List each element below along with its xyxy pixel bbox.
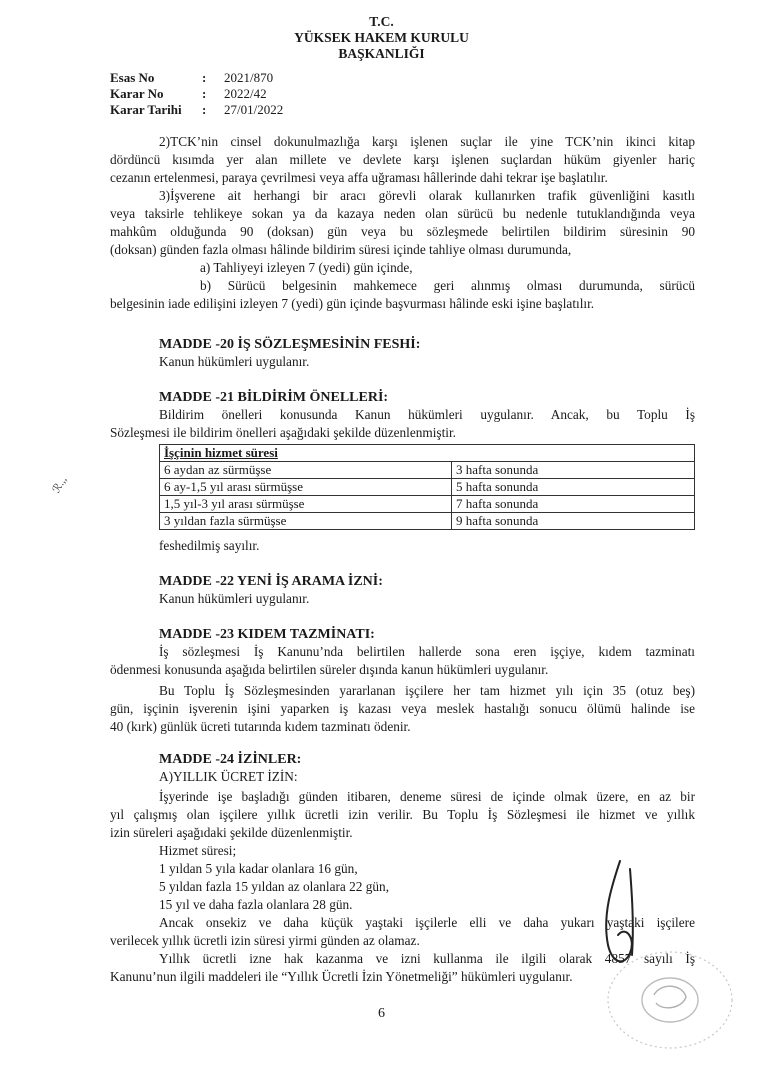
notice-cell: 3 hafta sonunda <box>452 462 695 479</box>
madde-24-heading: MADDE -24 İZİNLER: <box>159 752 302 767</box>
madde-24-line2: yıl çalışmış olan işçilere yıllık ücretli izin verilir. Bu Toplu İş Sözleşmesi ile hizmet ve yıllık <box>110 807 695 822</box>
header-tc: T.C. <box>369 14 394 29</box>
para3-item-a: a) Tahliyeyi izleyen 7 (yedi) gün içinde, <box>200 260 413 275</box>
notice-cell: 9 hafta sonunda <box>452 513 695 530</box>
case-meta <box>110 70 283 118</box>
page-number: 6 <box>378 1006 385 1021</box>
esas-label: Esas No <box>110 70 155 85</box>
para3-item-b-line1: b) Sürücü belgesinin mahkemece geri alınmış olması durumunda, sürücü <box>200 278 695 293</box>
madde-24-line6: 5 yıldan fazla 15 yıldan az olanlara 22 gün, <box>159 879 390 894</box>
madde-21-line1: Bildirim önelleri konusunda Kanun hükümleri uygulanır. Ancak, bu Toplu İş <box>159 407 695 422</box>
table-row <box>160 496 695 513</box>
header-presidency: BAŞKANLIĞI <box>338 46 425 61</box>
madde-23-line3: Bu Toplu İş Sözleşmesinden yararlanan işçilere her tam hizmet yılı için 35 (otuz beş) <box>159 683 695 698</box>
table-header-row <box>160 445 695 462</box>
period-cell: 6 aydan az sürmüşse <box>160 462 452 479</box>
para3-line2: veya taksirle tehlikeye sokan ya da kazaya neden olan sürücü bu nedenle tutuklandığında veya <box>110 206 695 221</box>
madde-23-line4: gün, işçinin işverenin işini yaparken iş kazası veya meslek hastalığı sonucu ölümü halinde ise <box>110 701 695 716</box>
madde-24-line10: Yıllık ücretli izne hak kazanma ve izni kullanma ile ilgili olarak 4857 sayılı İş <box>159 951 695 966</box>
esas-value: 2021/870 <box>224 70 274 85</box>
table-header-cell: İşçinin hizmet süresi <box>160 445 695 462</box>
karar-tarihi-label: Karar Tarihi <box>110 102 182 117</box>
karar-separator: : <box>202 86 207 101</box>
madde-21-line2: Sözleşmesi ile bildirim önelleri aşağıdaki şekilde düzenlenmiştir. <box>110 425 457 440</box>
table-row <box>160 462 695 479</box>
para3-item-b-line2: belgesinin iade edilişini izleyen 7 (yedi) gün içinde başvurması hâlinde eski işine başlatılır. <box>110 296 595 311</box>
madde-24-line4: Hizmet süresi; <box>159 843 237 858</box>
karar-value: 2022/42 <box>224 86 267 101</box>
madde-20-heading: MADDE -20 İŞ SÖZLEŞMESİNİN FESHİ: <box>159 337 421 352</box>
official-stamp <box>590 945 740 1055</box>
madde-20-text: Kanun hükümleri uygulanır. <box>159 354 310 369</box>
madde-22-heading: MADDE -22 YENİ İŞ ARAMA İZNİ: <box>159 574 383 589</box>
period-cell: 1,5 yıl-3 yıl arası sürmüşse <box>160 496 452 513</box>
header-institution: YÜKSEK HAKEM KURULU <box>294 30 469 45</box>
madde-23-heading: MADDE -23 KIDEM TAZMİNATI: <box>159 627 375 642</box>
madde-24-line7: 15 yıl ve daha fazla olanlara 28 gün. <box>159 897 353 912</box>
para3-line3: mahkûm olduğunda 90 (doksan) gün veya bu sözleşmede belirtilen bildirim süresinin 90 <box>110 224 695 239</box>
karar-label: Karar No <box>110 86 164 101</box>
madde-22-text: Kanun hükümleri uygulanır. <box>159 591 310 606</box>
margin-handwritten-mark: ℛ.,, <box>50 474 70 496</box>
madde-23-line2: ödenmesi konusunda aşağıda belirtilen süreler dışında kanun hükümleri uygulanır. <box>110 662 549 677</box>
esas-separator: : <box>202 70 207 85</box>
madde-23-line1: İş sözleşmesi İş Kanunu’nda belirtilen hallerde sona eren işçiye, kıdem tazminatı <box>159 644 695 659</box>
madde-21-after-table: feshedilmiş sayılır. <box>159 538 260 553</box>
notice-period-table <box>159 444 695 530</box>
period-cell: 6 ay-1,5 yıl arası sürmüşse <box>160 479 452 496</box>
madde-24-line1: İşyerinde işe başladığı günden itibaren, deneme süresi de içinde olmak üzere, en az bir <box>159 789 695 804</box>
madde-23-line5: 40 (kırk) günlük ücreti tutarında kıdem tazminatı ödenir. <box>110 719 411 734</box>
para2-line1: 2)TCK’nin cinsel dokunulmazlığa karşı işlenen suçlar ile yine TCK’nin ikinci kitap <box>159 134 695 149</box>
table-row <box>160 479 695 496</box>
notice-cell: 7 hafta sonunda <box>452 496 695 513</box>
para3-line1: 3)İşverene ait herhangi bir aracı görevli olarak kullanırken trafik güvenliğini kasıtlı <box>159 188 695 203</box>
madde-24-subheading: A)YILLIK ÜCRET İZİN: <box>159 769 298 784</box>
madde-24-line5: 1 yıldan 5 yıla kadar olanlara 16 gün, <box>159 861 358 876</box>
madde-21-heading: MADDE -21 BİLDİRİM ÖNELLERİ: <box>159 390 389 405</box>
madde-24-line8: Ancak onsekiz ve daha küçük yaştaki işçilerle elli ve daha yukarı yaştaki işçilere <box>159 915 695 930</box>
karar-tarihi-separator: : <box>202 102 207 117</box>
para3-line4: (doksan) günden fazla olması hâlinde bildirim süresi içinde tahliye olması durumunda, <box>110 242 572 257</box>
karar-tarihi-value: 27/01/2022 <box>224 102 284 117</box>
madde-24-line9: verilecek yıllık ücretli izin süresi yirmi günden az olamaz. <box>110 933 420 948</box>
table-row <box>160 513 695 530</box>
notice-cell: 5 hafta sonunda <box>452 479 695 496</box>
para2-line3: cezanın ertelenmesi, paraya çevrilmesi veya affa uğraması hâllerinde dahi tekrar işe başlatılır. <box>110 170 608 185</box>
madde-24-line3: izin süreleri aşağıdaki şekilde düzenlenmiştir. <box>110 825 353 840</box>
madde-24-line11: Kanunu’nun ilgili maddeleri ile “Yıllık Ücretli İzin Yönetmeliği” hükümleri uygulanır. <box>110 969 573 984</box>
period-cell: 3 yıldan fazla sürmüşse <box>160 513 452 530</box>
para2-line2: dördüncü kısımda yer alan millete ve devlete karşı işlenen suçlardan hüküm giyenler hariç <box>110 152 695 167</box>
